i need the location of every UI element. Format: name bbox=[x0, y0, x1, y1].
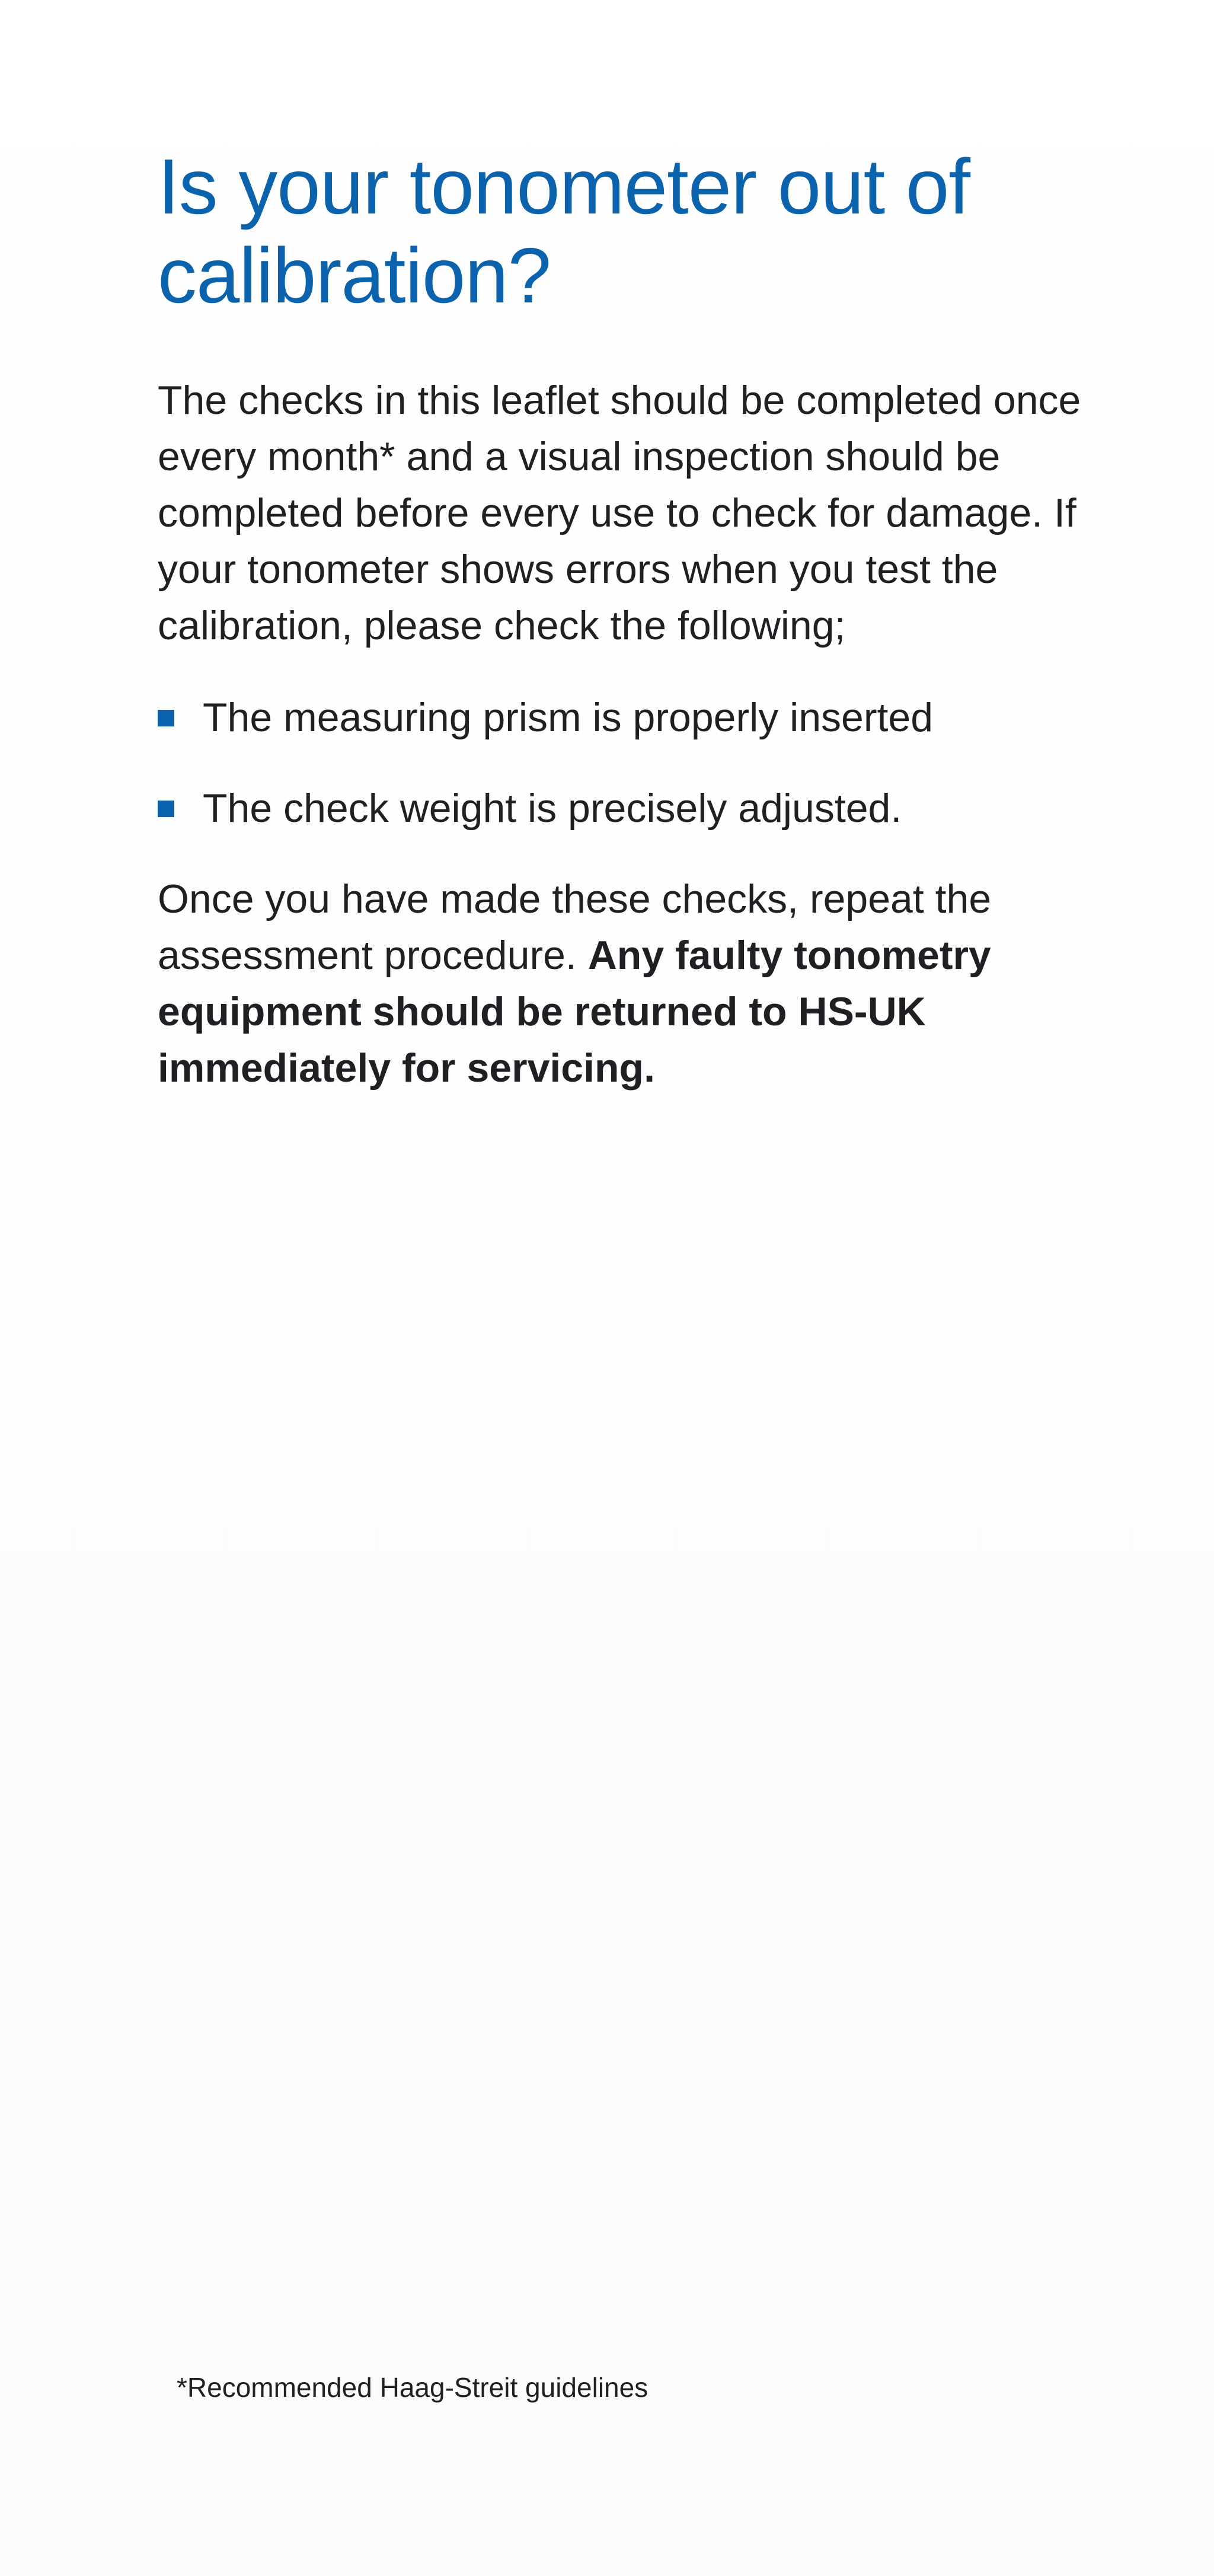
list-item-text: The measuring prism is properly inserted bbox=[203, 695, 934, 740]
square-bullet-icon bbox=[158, 801, 174, 817]
square-bullet-icon bbox=[158, 710, 174, 726]
list-item bbox=[158, 780, 1082, 837]
closing-paragraph bbox=[158, 871, 1082, 1096]
page-title: Is your tonometer out of calibration? bbox=[158, 143, 970, 319]
leaflet-content bbox=[158, 142, 1082, 1096]
footnote: *Recommended Haag-Streit guidelines bbox=[177, 2372, 648, 2403]
closing-bold-text: Any faulty tonometry equipment should be returned to HS-UK immediately for servicing. bbox=[158, 933, 991, 1091]
closing-text: Once you have made these checks, repeat the assessment procedure. bbox=[158, 876, 992, 978]
list-item-text: The check weight is precisely adjusted. bbox=[203, 786, 902, 831]
intro-paragraph: The checks in this leaflet should be completed once every month* and a visual inspection should be completed before every use to check for damage. If your tonometer shows errors when you test the calibration, please check the following; bbox=[158, 378, 1081, 648]
list-item bbox=[158, 690, 1082, 746]
check-list bbox=[158, 690, 1082, 837]
